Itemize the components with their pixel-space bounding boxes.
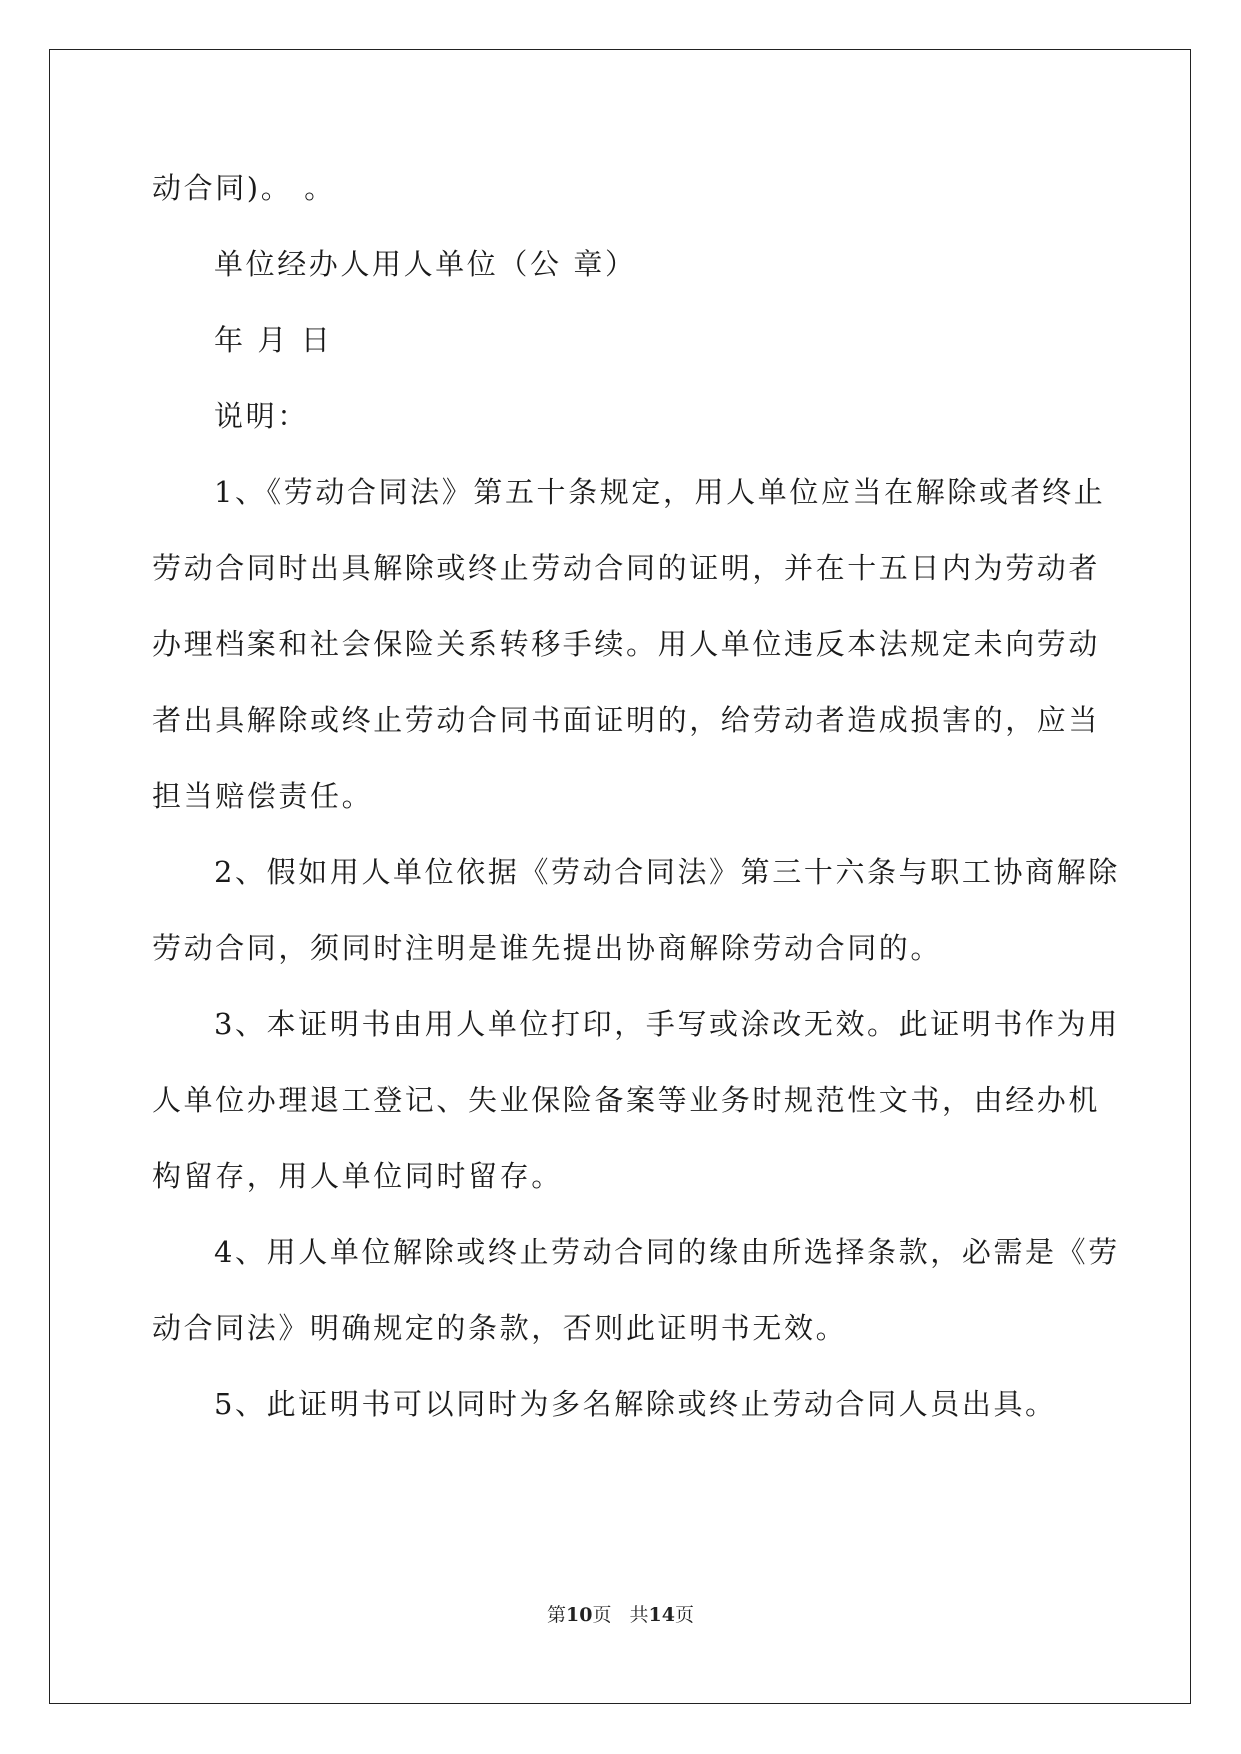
page-prefix: 第 [547,1604,567,1626]
date-line: 年 月 日 [214,323,333,357]
note-5-line: 5、此证明书可以同时为多名解除或终止劳动合同人员出具。 [214,1387,1057,1421]
page-footer [0,1600,1241,1627]
note-3-line: 人单位办理退工登记、失业保险备案等业务时规范性文书，由经办机 [152,1083,1101,1117]
text-line: 动合同)。 。 [152,171,336,205]
notes-heading: 说明： [214,399,309,433]
note-1-line: 1、《劳动合同法》第五十条规定，用人单位应当在解除或者终止 [214,475,1106,509]
note-1-line: 劳动合同时出具解除或终止劳动合同的证明，并在十五日内为劳动者 [152,551,1101,585]
signature-line: 单位经办人用人单位（公 章） [214,247,637,281]
page-total: 14 [648,1604,675,1626]
total-suffix: 页 [674,1604,694,1626]
page-current: 10 [566,1604,593,1626]
note-1-line: 办理档案和社会保险关系转移手续。用人单位违反本法规定未向劳动 [152,627,1101,661]
total-prefix: 共 [629,1604,649,1626]
note-3-line: 构留存，用人单位同时留存。 [152,1159,563,1193]
document-body [152,150,1120,1442]
note-1-line: 担当赔偿责任。 [152,779,374,813]
note-2-line: 劳动合同，须同时注明是谁先提出协商解除劳动合同的。 [152,931,943,965]
note-4-line: 动合同法》明确规定的条款，否则此证明书无效。 [152,1311,848,1345]
note-2-line: 2、假如用人单位依据《劳动合同法》第三十六条与职工协商解除 [214,855,1120,889]
page-suffix: 页 [592,1604,612,1626]
note-4-line: 4、用人单位解除或终止劳动合同的缘由所选择条款，必需是《劳 [214,1235,1120,1269]
note-1-line: 者出具解除或终止劳动合同书面证明的，给劳动者造成损害的，应当 [152,703,1101,737]
note-3-line: 3、本证明书由用人单位打印，手写或涂改无效。此证明书作为用 [214,1007,1120,1041]
